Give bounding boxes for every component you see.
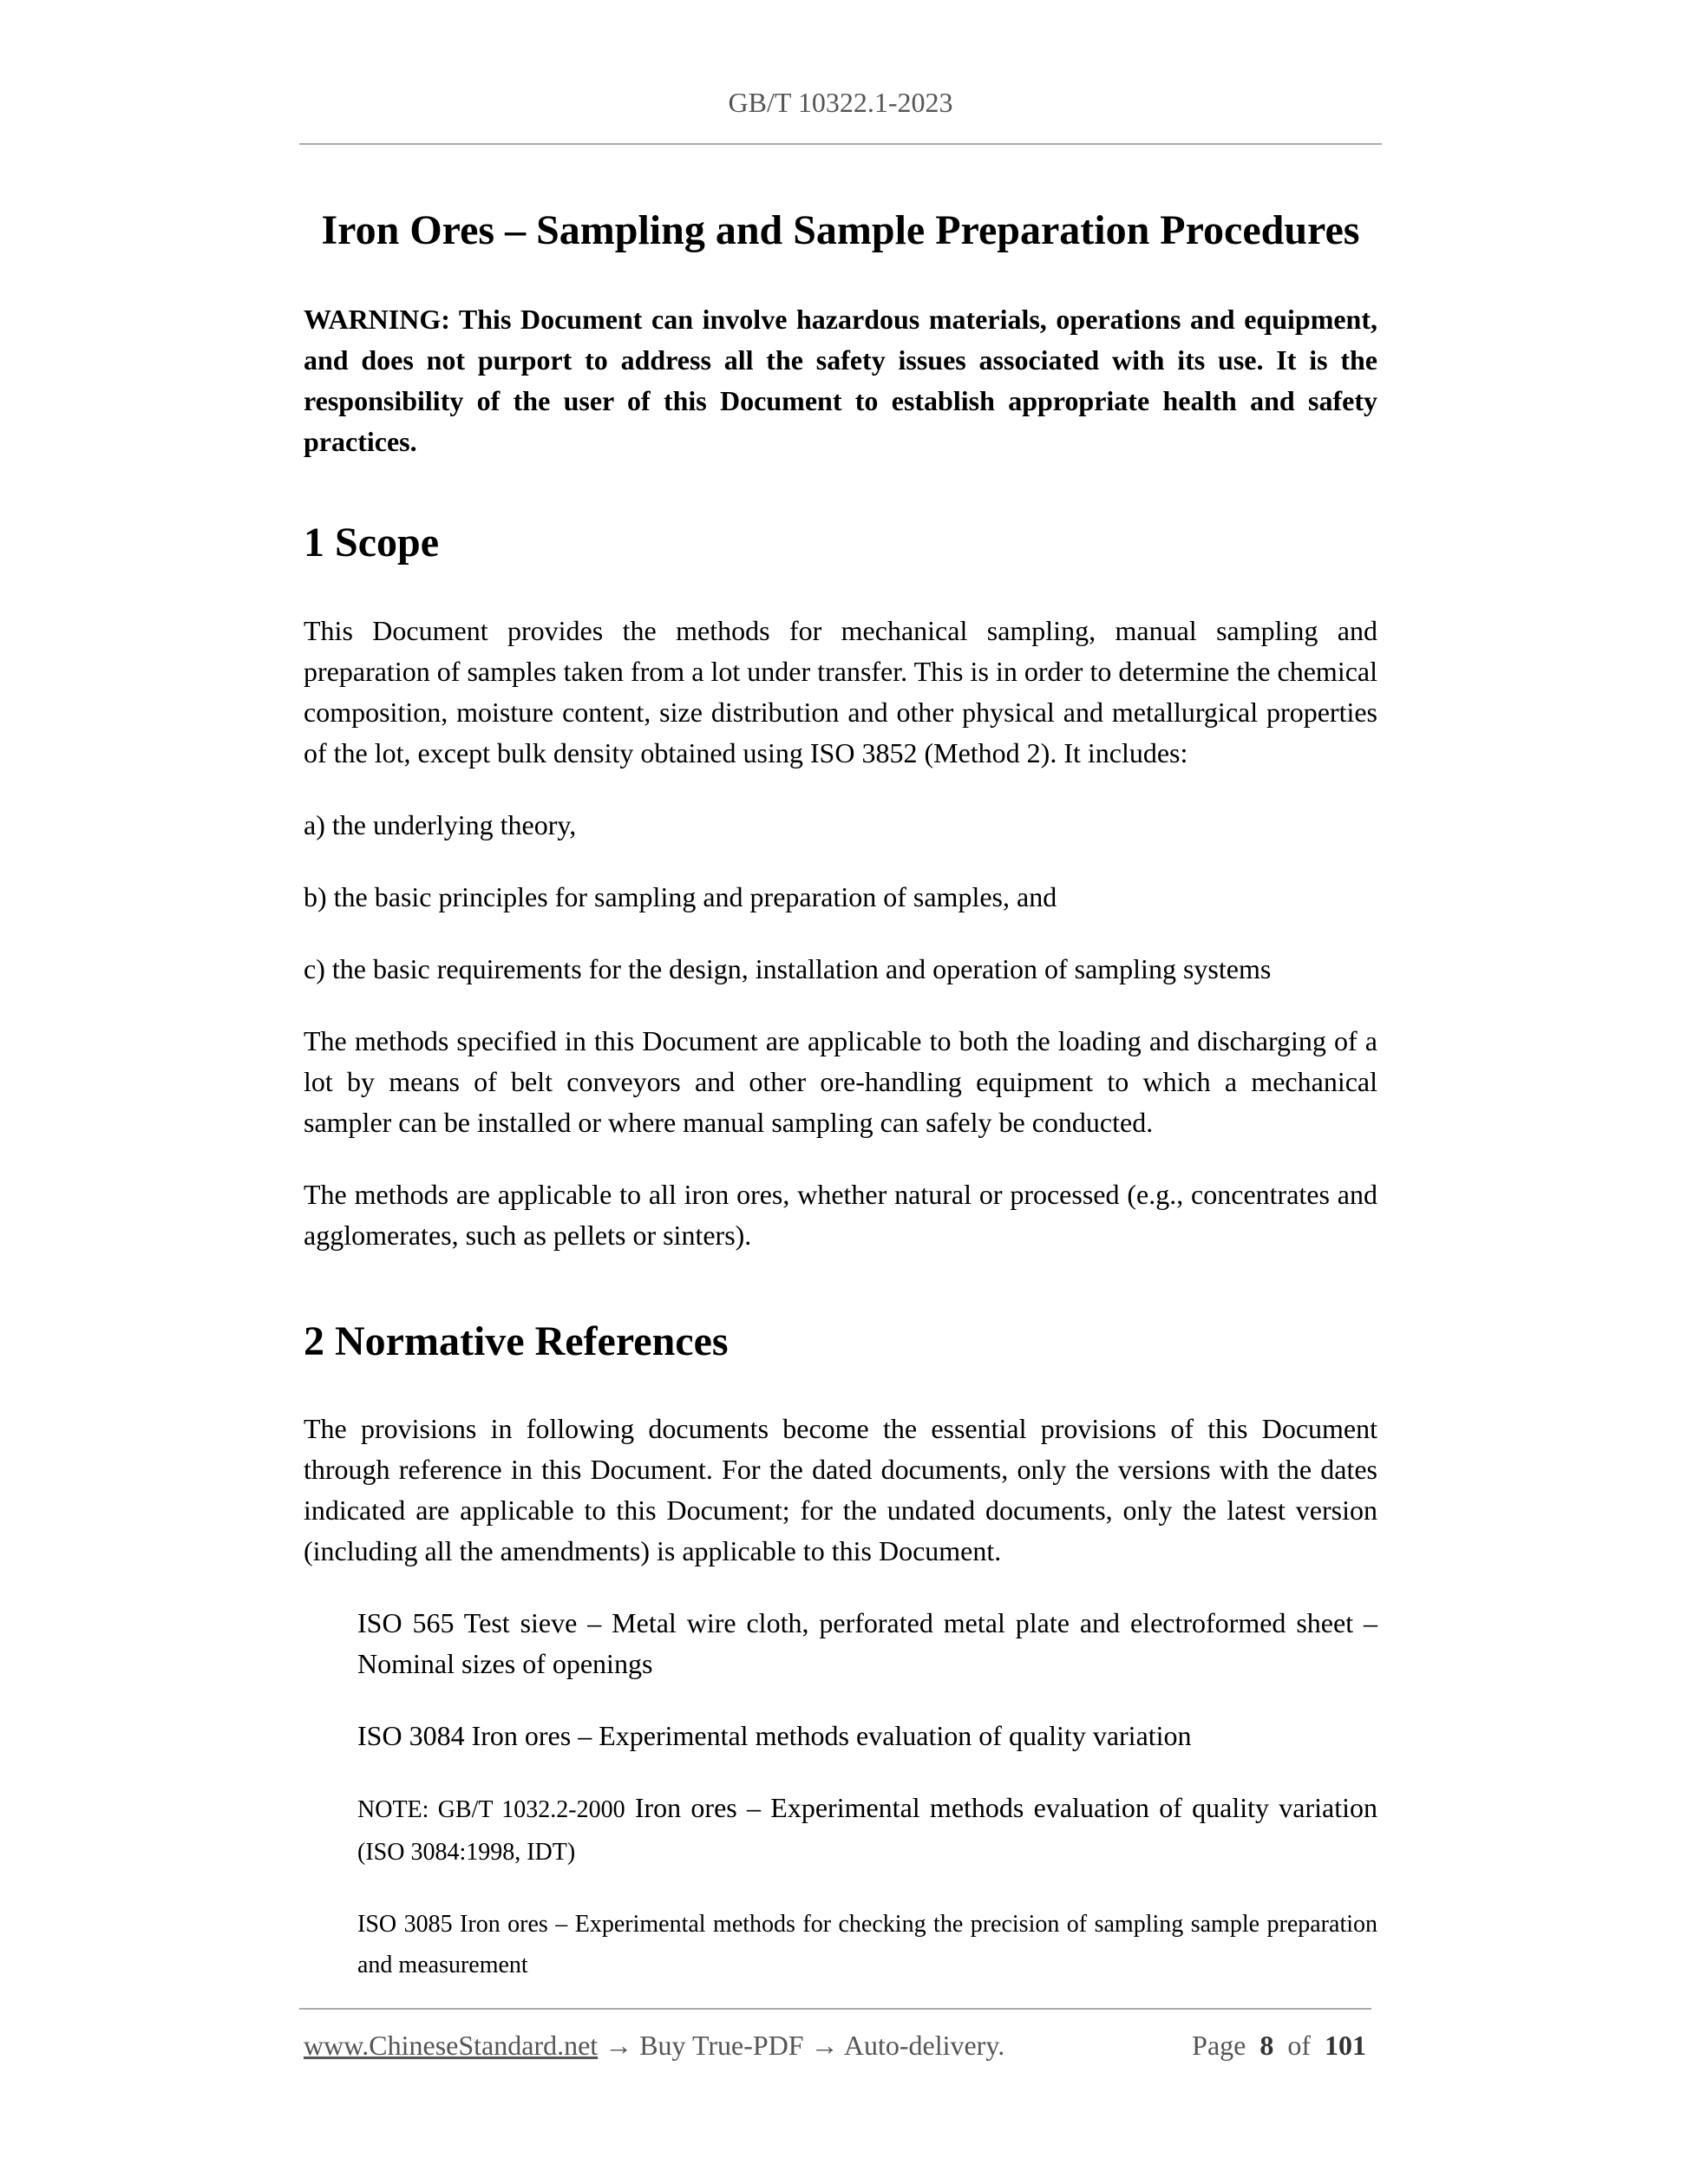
- running-header: GB/T 10322.1-2023: [728, 87, 953, 118]
- footer-promo: [304, 2030, 1004, 2062]
- footer-divider: [299, 2008, 1371, 2010]
- note-label: NOTE: GB/T 1032.2-2000: [357, 1796, 625, 1824]
- page-content: [304, 204, 1377, 2017]
- scope-list-item-a: a) the underlying theory,: [304, 808, 577, 840]
- note-tail: (ISO 3084:1998, IDT): [357, 1839, 576, 1867]
- document-title: Iron Ores – Sampling and Sample Preparation Procedures: [321, 207, 1360, 253]
- warning-notice: WARNING: This Document can involve hazardous materials, operations and equipment, and does not purport to address all the safety issues associated with its use. It is the responsibility of the user of this Document to establish appropriate health and safety practices.: [304, 304, 1377, 458]
- section-2-heading: 2 Normative References: [304, 1318, 729, 1364]
- header-divider: [299, 143, 1382, 145]
- reference-item: ISO 3084 Iron ores – Experimental methods evaluation of quality variation: [357, 1720, 1192, 1752]
- scope-list-item-c: c) the basic requirements for the design, installation and operation of sampling systems: [304, 952, 1272, 984]
- promo-text: → Buy True-PDF → Auto-delivery.: [598, 2030, 1005, 2061]
- page-number: [1192, 2030, 1366, 2062]
- note-title: Iron ores – Experimental methods evaluation of quality variation: [625, 1792, 1378, 1824]
- references-intro: The provisions in following documents become the essential provisions of this Document through reference in this Document. For the dated documents, only the versions with the dates indicated are applicable to this Document; for the undated documents, only the latest version (including all the amendments) is applicable to this Document.: [304, 1413, 1377, 1567]
- scope-paragraph: The methods specified in this Document are applicable to both the loading and discharging of a lot by means of belt conveyors and other ore-handling equipment to which a mechanical sampler can be installed or where manual sampling can safely be conducted.: [304, 1024, 1377, 1138]
- page-footer: [304, 2030, 1366, 2062]
- scope-paragraph: The methods are applicable to all iron ores, whether natural or processed (e.g., concentrates and agglomerates, such as pellets or sinters).: [304, 1178, 1377, 1251]
- scope-paragraph: This Document provides the methods for mechanical sampling, manual sampling and preparation of samples taken from a lot under transfer. This is in order to determine the chemical composition, moisture content, size distribution and other physical and metallurgical properties of the lot, except bulk density obtained using ISO 3852 (Method 2). It includes:: [304, 614, 1377, 768]
- page-label: Page: [1192, 2030, 1246, 2061]
- reference-item: ISO 565 Test sieve – Metal wire cloth, perforated metal plate and electroformed sheet – Nominal sizes of openings: [357, 1607, 1377, 1680]
- page-of: of: [1287, 2030, 1311, 2061]
- page-current: 8: [1259, 2030, 1274, 2061]
- reference-item: ISO 3085 Iron ores – Experimental methods for checking the precision of sampling sample preparation and measurement: [357, 1911, 1377, 1979]
- reference-note: [357, 1788, 1377, 1873]
- website-link[interactable]: www.ChineseStandard.net: [304, 2030, 599, 2061]
- scope-list-item-b: b) the basic principles for sampling and preparation of samples, and: [304, 880, 1057, 912]
- section-1-heading: 1 Scope: [304, 520, 439, 566]
- page-total: 101: [1325, 2030, 1366, 2061]
